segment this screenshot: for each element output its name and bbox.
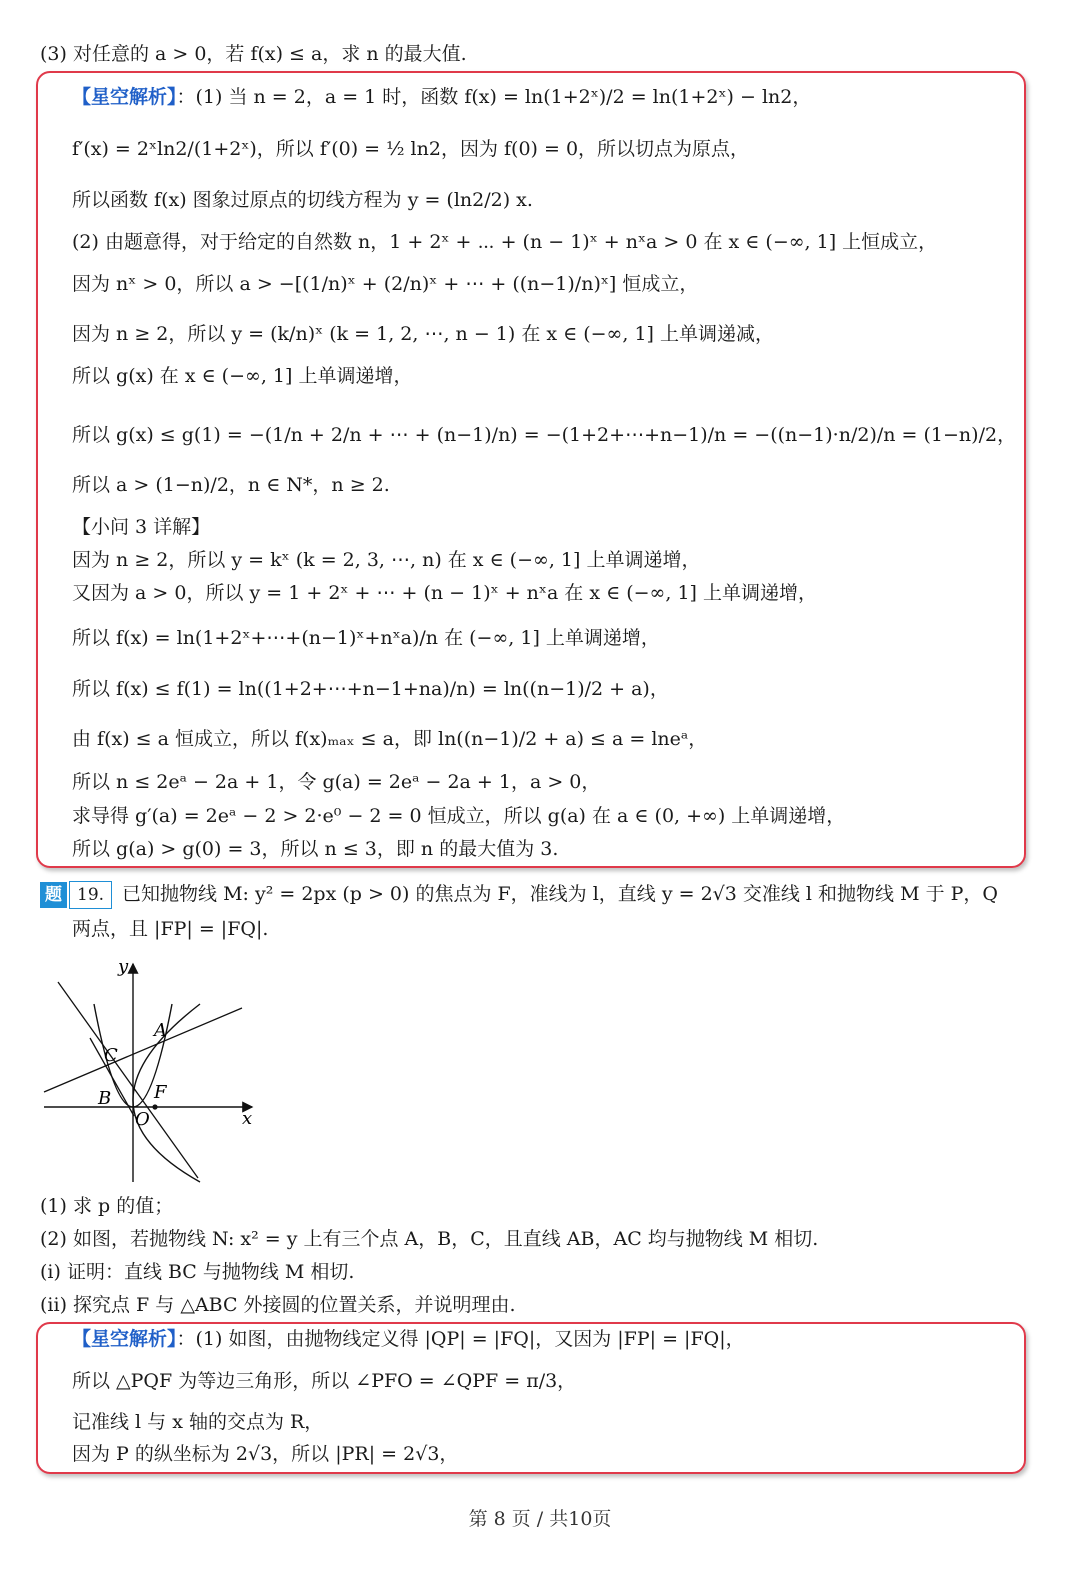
solution-1-line-14: 由 f(x) ≤ a 恒成立，所以 f(x)ₘₐₓ ≤ a，即 ln((n−1)/2 + a) ≤ a = lneᵃ， <box>72 728 708 750</box>
solution-2-line-3: 因为 P 的纵坐标为 2√3，所以 |PR| = 2√3， <box>72 1443 459 1465</box>
question-19-part-1: (1) 求 p 的值； <box>40 1195 174 1217</box>
solution-1-line-4: 因为 nˣ > 0，所以 a > −[(1/n)ˣ + (2/n)ˣ + ⋯ + ((n−1)/n)ˣ] 恒成立， <box>72 273 699 295</box>
point-b-label: B <box>98 1088 112 1109</box>
solution-1-line-5: 因为 n ≥ 2，所以 y = (k/n)ˣ (k = 1, 2, ⋯, n − 1) 在 x ∈ (−∞, 1] 上单调递减， <box>72 323 774 345</box>
solution-1-line-0: 【星空解析】：(1) 当 n = 2，a = 1 时，函数 f(x) = ln(1+2ˣ)/2 = ln(1+2ˣ) − ln2， <box>72 86 812 108</box>
point-c-label: C <box>104 1045 118 1066</box>
solution-1-line-3: (2) 由题意得，对于给定的自然数 n，1 + 2ˣ + ⋯ + (n − 1)ˣ + nˣa > 0 在 x ∈ (−∞, 1] 上恒成立， <box>72 231 938 253</box>
solution-1-line-16: 求导得 g′(a) = 2eᵃ − 2 > 2·e⁰ − 2 = 0 恒成立，所以 g(a) 在 a ∈ (0, +∞) 上单调递增， <box>72 805 846 827</box>
page-footer: 第 8 页 / 共10页 <box>468 1508 612 1530</box>
solution-2-line-1: 所以 △PQF 为等边三角形，所以 ∠PFO = ∠QPF = π/3， <box>72 1370 577 1392</box>
parabola-figure <box>38 950 268 1190</box>
solution-1-line-8: 所以 a > (1−n)/2，n ∈ N*，n ≥ 2. <box>72 474 390 496</box>
solution-2-line-2: 记准线 l 与 x 轴的交点为 R， <box>72 1411 324 1433</box>
subquestion-3-heading: 【小问 3 详解】 <box>72 516 211 538</box>
x-label: x <box>242 1108 253 1129</box>
solution-1-line-15: 所以 n ≤ 2eᵃ − 2a + 1，令 g(a) = 2eᵃ − 2a + 1，a > 0， <box>72 771 601 793</box>
origin-label: O <box>135 1109 150 1130</box>
question-19-line-2: 两点，且 |FP| = |FQ|. <box>72 918 269 940</box>
solution-tag: 【星空解析】 <box>72 1328 177 1350</box>
point-a-label: A <box>154 1020 167 1041</box>
solution-2-line-0: 【星空解析】：(1) 如图，由抛物线定义得 |QP| = |FQ|，又因为 |FP| = |FQ|， <box>72 1328 745 1350</box>
solution-1-line-7: 所以 g(x) ≤ g(1) = −(1/n + 2/n + ⋯ + (n−1)/n) = −(1+2+⋯+n−1)/n = −((n−1)·n/2)/n = (1−n)/2， <box>72 424 1017 446</box>
question-19-line-1: 题 19. 已知抛物线 M: y² = 2px (p > 0) 的焦点为 F，准线为 l，直线 y = 2√3 交准线 l 和抛物线 M 于 P，Q <box>40 881 998 909</box>
question-19-part-2ii: (ii) 探究点 F 与 △ABC 外接圆的位置关系，并说明理由. <box>40 1294 516 1316</box>
focus-point <box>152 1104 157 1109</box>
solution-1-line-6: 所以 g(x) 在 x ∈ (−∞, 1] 上单调递增， <box>72 365 413 387</box>
question-19-part-2i: (i) 证明：直线 BC 与抛物线 M 相切. <box>40 1261 355 1283</box>
solution-1-line-1: f′(x) = 2ˣln2/(1+2ˣ)，所以 f′(0) = ½ ln2，因为 f(0) = 0，所以切点为原点， <box>72 138 750 160</box>
point-f-label: F <box>154 1082 167 1103</box>
solution-1-line-17: 所以 g(a) > g(0) = 3，所以 n ≤ 3，即 n 的最大值为 3. <box>72 838 559 860</box>
question-19-part-2: (2) 如图，若抛物线 N: x² = y 上有三个点 A，B，C，且直线 AB，AC 均与抛物线 M 相切. <box>40 1228 819 1250</box>
question-badge: 题 <box>40 882 67 908</box>
solution-1-line-10: 因为 n ≥ 2，所以 y = kˣ (k = 2, 3, ⋯, n) 在 x ∈ (−∞, 1] 上单调递增， <box>72 549 701 571</box>
y-label: y <box>118 956 129 977</box>
solution-1-line-2: 所以函数 f(x) 图象过原点的切线方程为 y = (ln2/2) x. <box>72 189 533 211</box>
solution-1-line-13: 所以 f(x) ≤ f(1) = ln((1+2+⋯+n−1+na)/n) = ln((n−1)/2 + a)， <box>72 678 669 700</box>
question-number: 19. <box>69 881 112 909</box>
solution-1-line-11: 又因为 a > 0，所以 y = 1 + 2ˣ + ⋯ + (n − 1)ˣ + nˣa 在 x ∈ (−∞, 1] 上单调递增， <box>72 582 817 604</box>
line-ac <box>58 982 198 1178</box>
solution-tag: 【星空解析】 <box>72 86 177 108</box>
line-ab <box>44 1008 242 1092</box>
question-3-prompt: (3) 对任意的 a > 0，若 f(x) ≤ a，求 n 的最大值. <box>40 43 467 65</box>
solution-1-line-12: 所以 f(x) = ln(1+2ˣ+⋯+(n−1)ˣ+nˣa)/n 在 (−∞, 1] 上单调递增， <box>72 627 660 649</box>
